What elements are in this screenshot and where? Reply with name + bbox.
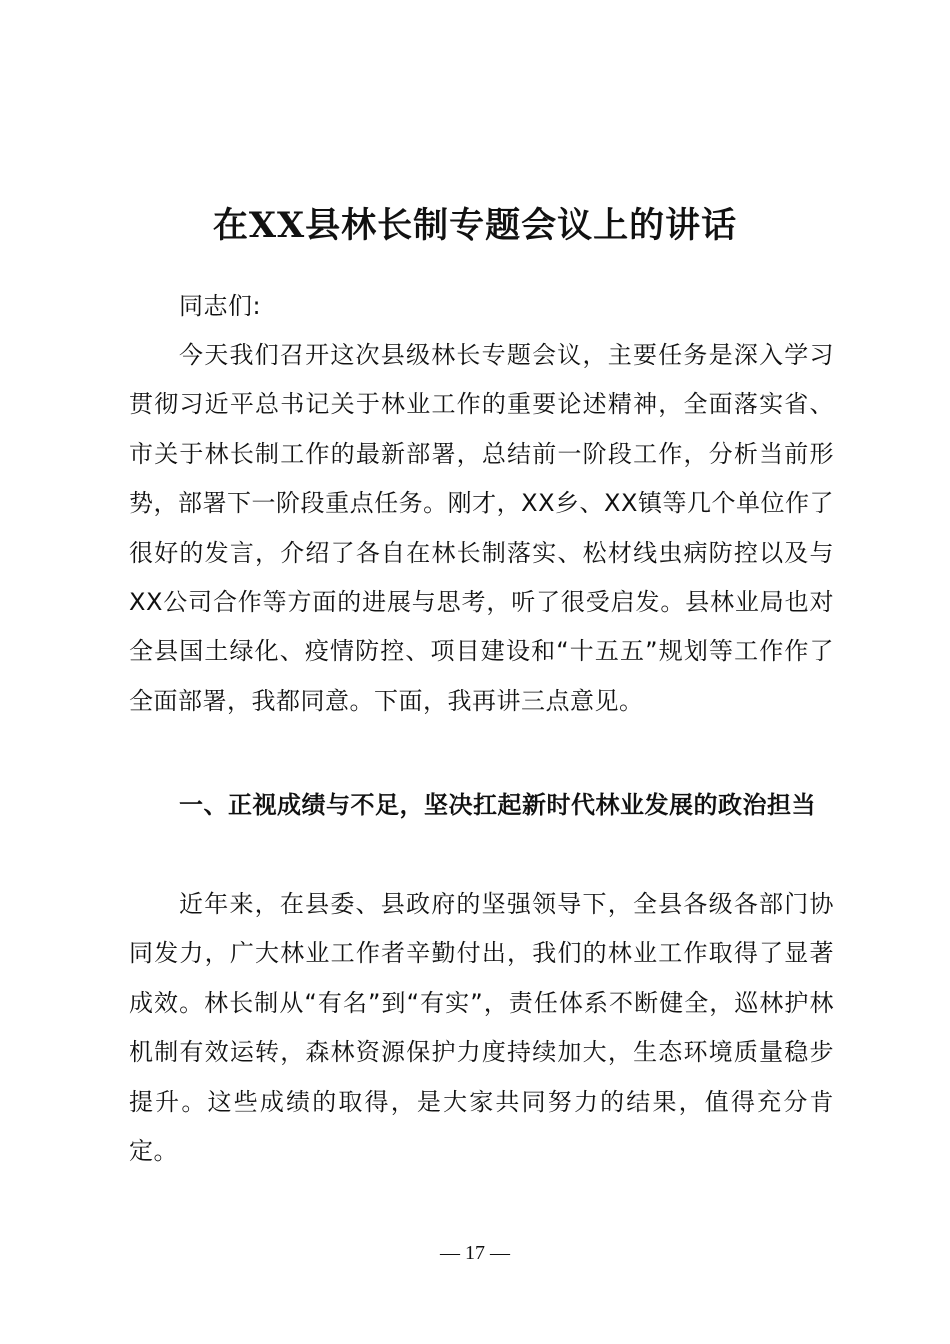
salutation: 同志们: xyxy=(179,292,262,320)
page-number: — 17 — xyxy=(440,1242,510,1264)
section-paragraph: 近年来，在县委、县政府的坚强领导下，全县各级各部门协同发力，广大林业工作者辛勤付出，我们的林业工作取得了显著成效。林长制从“有名”到“有实”，责任体系不断健全，巡林护林机制有效运转，森林资源保护力度持续加大，生态环境质量稳步提升。这些成绩的取得，是大家共同努力的结果，值得充分肯定。 xyxy=(129,890,834,1166)
section-heading: 一、正视成绩与不足，坚决扛起新时代林业发展的政治担当 xyxy=(179,791,816,819)
opening-paragraph: 今天我们召开这次县级林长专题会议，主要任务是深入学习贯彻习近平总书记关于林业工作的重要论述精神，全面落实省、市关于林长制工作的最新部署，总结前一阶段工作，分析当前形势，部署下一阶段重点任务。刚才，XX乡、XX镇等几个单位作了很好的发言，介绍了各自在林长制落实、松材线虫病防控以及与XX公司合作等方面的进展与思考，听了很受启发。县林业局也对全县国土绿化、疫情防控、项目建设和“十五五”规划等工作作了全面部署，我都同意。下面，我再讲三点意见。 xyxy=(129,341,834,715)
document-title: 在XX县林长制专题会议上的讲话 xyxy=(212,205,738,247)
